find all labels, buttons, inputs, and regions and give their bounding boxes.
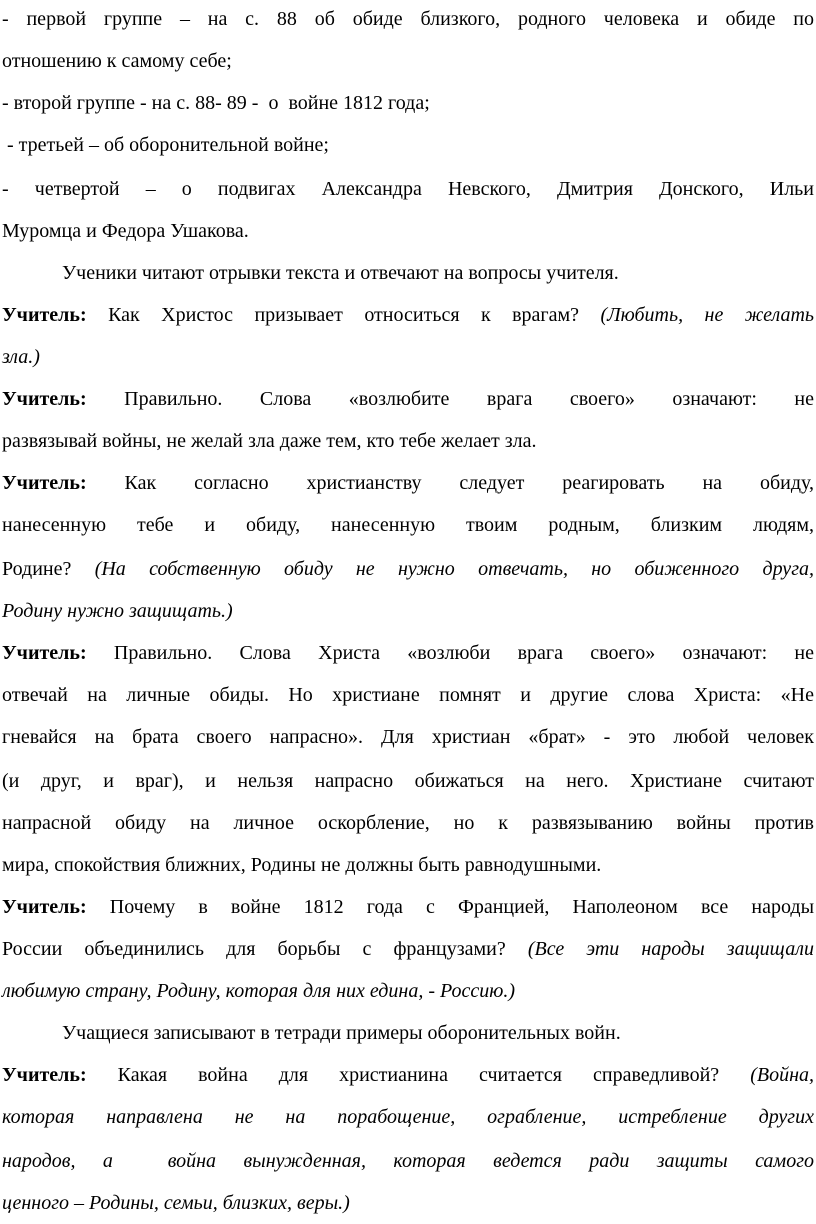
text-run: развязывай войны, не желай зла даже тем, кто тебе желает зла. xyxy=(2,430,537,452)
text-run: напрасной обиду на личное оскорбление, но к развязыванию войны против xyxy=(2,812,814,834)
text-line xyxy=(2,554,814,584)
text-line xyxy=(2,722,814,752)
speaker-label: Учитель: xyxy=(2,472,87,494)
answer-text: Родину нужно защищать.) xyxy=(2,600,233,622)
text-run: Муромца и Федора Ушакова. xyxy=(2,220,249,242)
answer-text: которая направлена не на порабощение, ограбление, истребление других xyxy=(2,1106,814,1128)
text-run: Как Христос призывает относиться к врагам? xyxy=(86,304,601,326)
text-line xyxy=(2,216,814,246)
text-line xyxy=(2,384,814,414)
text-line xyxy=(2,510,814,540)
text-run: Родине? xyxy=(2,558,95,580)
text-run: (и друг, и враг), и нельзя напрасно обижаться на него. Христиане считают xyxy=(2,770,814,792)
text-line xyxy=(2,1102,814,1132)
text-run: Как согласно христианству следует реагировать на обиду, xyxy=(86,472,814,494)
text-line xyxy=(2,638,814,668)
text-run: Какая война для христианина считается справедливой? xyxy=(86,1064,751,1086)
text-line xyxy=(2,88,814,118)
answer-text: любимую страну, Родину, которая для них едина, - Россию.) xyxy=(2,980,515,1002)
text-run: - третьей – об оборонительной войне; xyxy=(2,134,329,156)
text-line xyxy=(2,1018,814,1048)
text-run: Почему в войне 1812 года с Францией, Наполеоном все народы xyxy=(86,896,814,918)
text-line xyxy=(2,680,814,710)
text-line xyxy=(2,850,814,880)
text-run: отвечай на личные обиды. Но христиане помнят и другие слова Христа: «Не xyxy=(2,684,814,706)
text-line xyxy=(2,892,814,922)
text-line xyxy=(2,46,814,76)
answer-text: зла.) xyxy=(2,346,40,368)
text-run: Ученики читают отрывки текста и отвечают на вопросы учителя. xyxy=(62,262,619,284)
text-run: мира, спокойствия ближних, Родины не должны быть равнодушными. xyxy=(2,854,602,876)
speaker-label: Учитель: xyxy=(2,388,87,410)
text-line xyxy=(2,976,814,1006)
text-run: нанесенную тебе и обиду, нанесенную твоим родным, близким людям, xyxy=(2,514,814,536)
text-line xyxy=(2,596,814,626)
text-line xyxy=(2,468,814,498)
text-run: гневайся на брата своего напрасно». Для христиан «брат» - это любой человек xyxy=(2,726,814,748)
text-line xyxy=(2,1060,814,1090)
text-line xyxy=(2,808,814,838)
answer-text: (На собственную обиду не нужно отвечать, но обиженного друга, xyxy=(94,558,814,580)
answer-text: народов, а война вынужденная, которая ведется ради защиты самого xyxy=(2,1150,814,1172)
text-line xyxy=(2,258,814,288)
text-line xyxy=(2,130,814,160)
text-run: Учащиеся записывают в тетради примеры оборонительных войн. xyxy=(62,1022,621,1044)
text-line xyxy=(2,766,814,796)
text-line xyxy=(2,1146,814,1176)
answer-text: (Все эти народы защищали xyxy=(527,938,815,960)
text-run: России объединились для борьбы с французами? xyxy=(2,938,528,960)
answer-text: (Любить, не желать xyxy=(600,304,814,326)
speaker-label: Учитель: xyxy=(2,304,87,326)
text-run: - четвертой – о подвигах Александра Невского, Дмитрия Донского, Ильи xyxy=(2,178,814,200)
text-run: отношению к самому себе; xyxy=(2,50,232,72)
text-run: - первой группе – на с. 88 об обиде близкого, родного человека и обиде по xyxy=(2,8,814,30)
text-line xyxy=(2,426,814,456)
speaker-label: Учитель: xyxy=(2,642,87,664)
text-line xyxy=(2,4,814,34)
speaker-label: Учитель: xyxy=(2,896,87,918)
text-line xyxy=(2,174,814,204)
text-line xyxy=(2,300,814,330)
speaker-label: Учитель: xyxy=(2,1064,87,1086)
text-line xyxy=(2,342,814,372)
text-run: Правильно. Слова Христа «возлюби врага своего» означают: не xyxy=(86,642,814,664)
answer-text: (Война, xyxy=(750,1064,814,1086)
answer-text: ценного – Родины, семьи, близких, веры.) xyxy=(2,1192,350,1214)
text-run: Правильно. Слова «возлюбите врага своего» означают: не xyxy=(86,388,814,410)
text-line xyxy=(2,1188,814,1218)
text-line xyxy=(2,934,814,964)
text-run: - второй группе - на с. 88- 89 - о войне 1812 года; xyxy=(2,92,430,114)
